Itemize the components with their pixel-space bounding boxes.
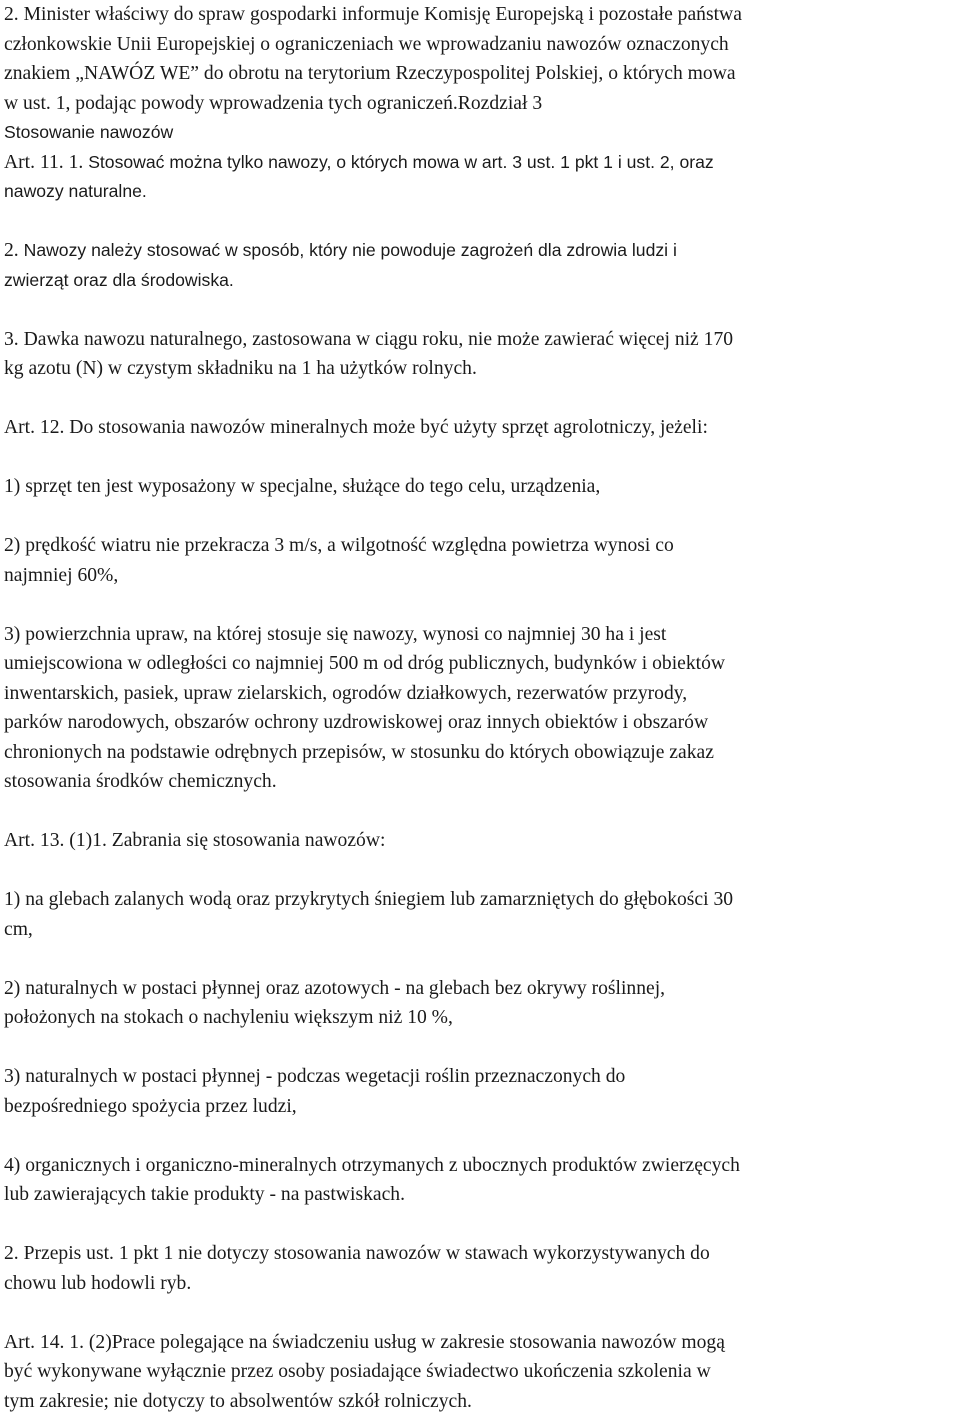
spacer xyxy=(4,590,954,620)
art-12-item-3-line-3: inwentarskich, pasiek, upraw zielarskich, ogrodów działkowych, rezerwatów przyrody, xyxy=(4,679,954,709)
document-page xyxy=(4,0,954,1416)
spacer xyxy=(4,944,954,974)
intro-line-3: znakiem „NAWÓZ WE” do obrotu na terytorium Rzeczypospolitej Polskiej, o których mowa xyxy=(4,59,954,89)
spacer xyxy=(4,797,954,827)
art-12-item-3-line-2: umiejscowiona w odległości co najmniej 500 m od dróg publicznych, budynków i obiektów xyxy=(4,649,954,679)
art-11-p2-line-1 xyxy=(4,236,954,266)
art-13-item-2 xyxy=(4,974,954,1033)
art-13-intro: Art. 13. (1)1. Zabrania się stosowania nawozów: xyxy=(4,826,954,856)
chapter-title: Stosowanie nawozów xyxy=(4,118,954,148)
art-14-line-2: być wykonywane wyłącznie przez osoby posiadające świadectwo ukończenia szkolenia w xyxy=(4,1357,954,1387)
art-12-item-3-line-5: chronionych na podstawie odrębnych przepisów, w stosunku do których obowiązuje zakaz xyxy=(4,738,954,768)
art-11-p2-line-2: zwierząt oraz dla środowiska. xyxy=(4,266,954,296)
art-11-p3-line-1 xyxy=(4,325,954,355)
spacer xyxy=(4,856,954,886)
art-11-paragraph xyxy=(4,148,954,207)
spacer xyxy=(4,1210,954,1240)
art-12-intro: Art. 12. Do stosowania nawozów mineralnych może być użyty sprzęt agrolotniczy, jeżeli: xyxy=(4,413,954,443)
art-12-item-1: 1) sprzęt ten jest wyposażony w specjalne, służące do tego celu, urządzenia, xyxy=(4,472,954,502)
art-13-item-3-line-2: bezpośredniego spożycia przez ludzi, xyxy=(4,1092,954,1122)
art-14-line-1: Art. 14. 1. (2)Prace polegające na świadczeniu usług w zakresie stosowania nawozów mogą xyxy=(4,1328,954,1358)
spacer xyxy=(4,1033,954,1063)
chapter-heading: Rozdział 3 xyxy=(458,93,542,114)
spacer xyxy=(4,384,954,414)
art-13-item-2-line-1: 2) naturalnych w postaci płynnej oraz azotowych - na glebach bez okrywy roślinnej, xyxy=(4,974,954,1004)
art-11-p3 xyxy=(4,325,954,384)
art-12-item-3 xyxy=(4,620,954,797)
art-11-p2-text: Nawozy należy stosować w sposób, który nie powoduje zagrożeń dla zdrowia ludzi i xyxy=(24,240,677,260)
art-13-item-4-line-1: 4) organicznych i organiczno-mineralnych otrzymanych z ubocznych produktów zwierzęcych xyxy=(4,1151,954,1181)
art-12-item-2 xyxy=(4,531,954,590)
art-13-item-1-line-1: 1) na glebach zalanych wodą oraz przykrytych śniegiem lub zamarzniętych do głębokości 30 xyxy=(4,885,954,915)
art-13-p2-line-2: chowu lub hodowli ryb. xyxy=(4,1269,954,1299)
art-11-line-2: nawozy naturalne. xyxy=(4,177,954,207)
art-11-p3-text: Dawka nawozu naturalnego, zastosowana w ciągu roku, nie może zawierać więcej niż 170 xyxy=(24,329,733,350)
art-13-item-1-line-2: cm, xyxy=(4,915,954,945)
art-13-item-3 xyxy=(4,1062,954,1121)
spacer xyxy=(4,502,954,532)
art-12-item-3-line-4: parków narodowych, obszarów ochrony uzdrowiskowej oraz innych obiektów i obszarów xyxy=(4,708,954,738)
intro-line-1: 2. Minister właściwy do spraw gospodarki informuje Komisję Europejską i pozostałe państwa xyxy=(4,0,954,30)
art-13-item-4-line-2: lub zawierających takie produkty - na pastwiskach. xyxy=(4,1180,954,1210)
art-14-line-3: tym zakresie; nie dotyczy to absolwentów szkół rolniczych. xyxy=(4,1387,954,1416)
art-11-p2-num: 2. xyxy=(4,240,19,261)
intro-paragraph xyxy=(4,0,954,148)
art-11-prefix: Art. 11. 1. xyxy=(4,152,83,173)
art-11-p3-line-2: kg azotu (N) w czystym składniku na 1 ha użytków rolnych. xyxy=(4,354,954,384)
spacer xyxy=(4,295,954,325)
intro-line-4-text: w ust. 1, podając powody wprowadzenia tych ograniczeń. xyxy=(4,93,458,114)
intro-line-4 xyxy=(4,89,954,119)
art-13-item-4 xyxy=(4,1151,954,1210)
art-13-item-2-line-2: położonych na stokach o nachyleniu większym niż 10 %, xyxy=(4,1003,954,1033)
art-12-item-3-line-6: stosowania środków chemicznych. xyxy=(4,767,954,797)
art-11-p3-num: 3. xyxy=(4,329,19,350)
art-13-item-1 xyxy=(4,885,954,944)
art-11-line-1-text: Stosować można tylko nawozy, o których mowa w art. 3 ust. 1 pkt 1 i ust. 2, oraz xyxy=(88,152,714,172)
spacer xyxy=(4,1121,954,1151)
art-11-line-1 xyxy=(4,148,954,178)
art-14-paragraph xyxy=(4,1328,954,1416)
art-13-item-3-line-1: 3) naturalnych w postaci płynnej - podczas wegetacji roślin przeznaczonych do xyxy=(4,1062,954,1092)
art-12-item-2-line-2: najmniej 60%, xyxy=(4,561,954,591)
art-12-item-2-line-1: 2) prędkość wiatru nie przekracza 3 m/s, a wilgotność względna powietrza wynosi co xyxy=(4,531,954,561)
art-13-p2 xyxy=(4,1239,954,1298)
intro-line-2: członkowskie Unii Europejskiej o ograniczeniach we wprowadzaniu nawozów oznaczonych xyxy=(4,30,954,60)
spacer xyxy=(4,443,954,473)
spacer xyxy=(4,1298,954,1328)
art-12-item-3-line-1: 3) powierzchnia upraw, na której stosuje się nawozy, wynosi co najmniej 30 ha i jest xyxy=(4,620,954,650)
art-11-p2 xyxy=(4,236,954,295)
art-13-p2-line-1: 2. Przepis ust. 1 pkt 1 nie dotyczy stosowania nawozów w stawach wykorzystywanych do xyxy=(4,1239,954,1269)
spacer xyxy=(4,207,954,237)
